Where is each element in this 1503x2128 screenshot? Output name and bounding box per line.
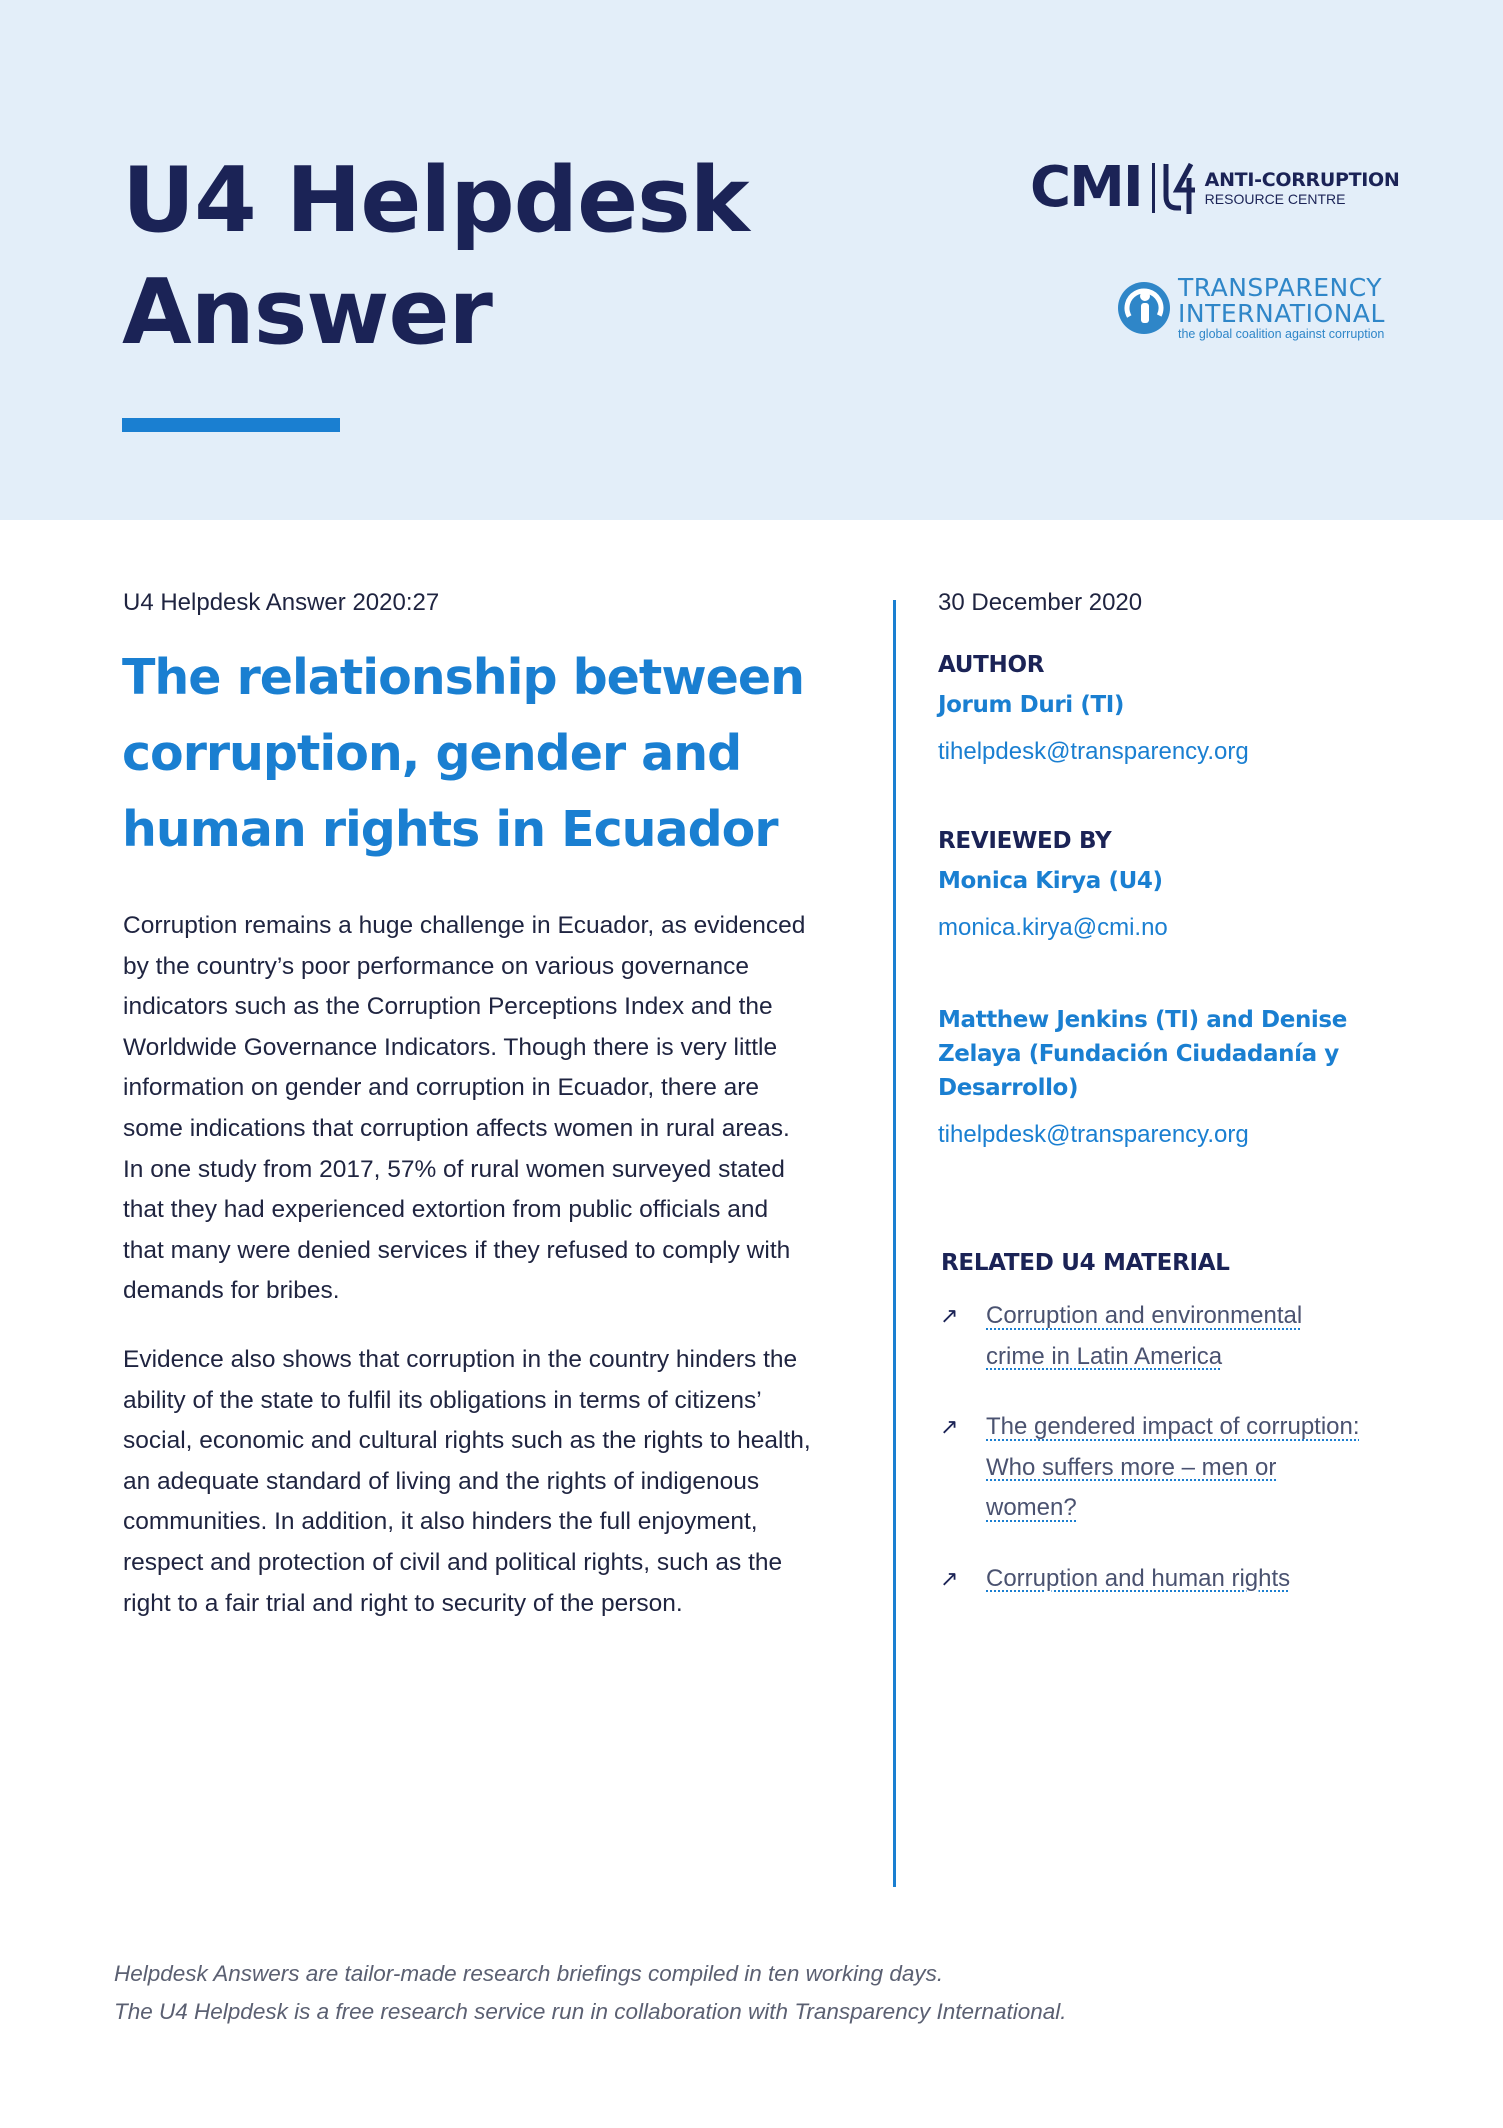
page-title-line2: Answer xyxy=(122,260,492,365)
u4-logo-line2: RESOURCE CENTRE xyxy=(1204,191,1346,207)
footer-line-2: The U4 Helpdesk is a free research service run in collaboration with Transparency International. xyxy=(114,1999,1067,2024)
logo-separator xyxy=(1152,163,1155,213)
related-material-label: RELATED U4 MATERIAL xyxy=(941,1250,1230,1276)
related-link[interactable]: The gendered impact of corruption: Who suffers more – men or women? xyxy=(986,1413,1360,1522)
transparency-international-logo xyxy=(1116,275,1385,341)
cmi-logo-text: CMI xyxy=(1030,155,1142,220)
reviewed-by-label: REVIEWED BY xyxy=(938,828,1112,854)
related-item[interactable] xyxy=(940,1559,1360,1600)
ti-logo-line1: TRANSPARENCY xyxy=(1178,273,1383,302)
footer-note xyxy=(114,1955,1314,2031)
document-reference: U4 Helpdesk Answer 2020:27 xyxy=(123,589,440,616)
author-name: Jorum Duri (TI) xyxy=(938,692,1125,718)
reviewer-2-email[interactable]: tihelpdesk@transparency.org xyxy=(938,1121,1249,1148)
author-label: AUTHOR xyxy=(938,652,1045,678)
page-title xyxy=(122,145,749,369)
u4-logo-line1: ANTI-CORRUPTION xyxy=(1204,169,1400,191)
related-item[interactable] xyxy=(940,1407,1360,1529)
ti-logo-line2: INTERNATIONAL xyxy=(1178,299,1385,328)
reviewer-1-name: Monica Kirya (U4) xyxy=(938,868,1163,894)
author-email[interactable]: tihelpdesk@transparency.org xyxy=(938,738,1249,765)
related-link[interactable]: Corruption and environmental crime in Latin America xyxy=(986,1302,1303,1370)
body-paragraph-2: Evidence also shows that corruption in the country hinders the ability of the state to fulfil its obligations in terms of citizens’ social, economic and cultural rights such as the rights to health, an adequate standard of living and the rights of indigenous communities. In addition, it also hinders the full enjoyment, respect and protection of civil and political rights, such as the right to a fair trial and right to security of the person. xyxy=(123,1346,811,1617)
body-paragraph-1: Corruption remains a huge challenge in Ecuador, as evidenced by the country’s poor performance on various governance indicators such as the Corruption Perceptions Index and the Worldwide Governance Indicators. Though there is very little information on gender and corruption in Ecuador, there are some indications that corruption affects women in rural areas. In one study from 2017, 57% of rural women surveyed stated that they had experienced extortion from public officials and that many were denied services if they refused to comply with demands for bribes. xyxy=(123,912,806,1305)
u4-logo-icon xyxy=(1163,160,1197,216)
column-divider xyxy=(893,600,896,1887)
ti-logo-icon xyxy=(1116,280,1172,336)
document-title: The relationship between corruption, gender and human rights in Ecuador xyxy=(122,649,804,858)
reviewer-1-email[interactable]: monica.kirya@cmi.no xyxy=(938,914,1168,941)
ti-logo-tagline: the global coalition against corruption xyxy=(1178,327,1385,341)
u4-logo-text xyxy=(1205,169,1400,207)
related-item[interactable] xyxy=(940,1296,1360,1377)
ti-logo-text xyxy=(1178,275,1385,341)
related-link[interactable]: Corruption and human rights xyxy=(986,1564,1291,1592)
cmi-u4-logo xyxy=(1030,155,1400,220)
title-accent-rule xyxy=(122,418,340,432)
arrow-up-right-icon: ↗ xyxy=(940,1303,959,1328)
footer-line-1: Helpdesk Answers are tailor-made research briefings compiled in ten working days. xyxy=(114,1961,944,1986)
arrow-up-right-icon: ↗ xyxy=(940,1414,959,1440)
arrow-up-right-icon: ↗ xyxy=(940,1565,959,1591)
page-title-line1: U4 Helpdesk xyxy=(122,148,749,253)
reviewer-2-name: Matthew Jenkins (TI) and Denise Zelaya (Fundación Ciudadanía y Desarrollo) xyxy=(938,1007,1347,1101)
related-material-list xyxy=(940,1296,1360,1630)
publication-date: 30 December 2020 xyxy=(938,589,1143,616)
